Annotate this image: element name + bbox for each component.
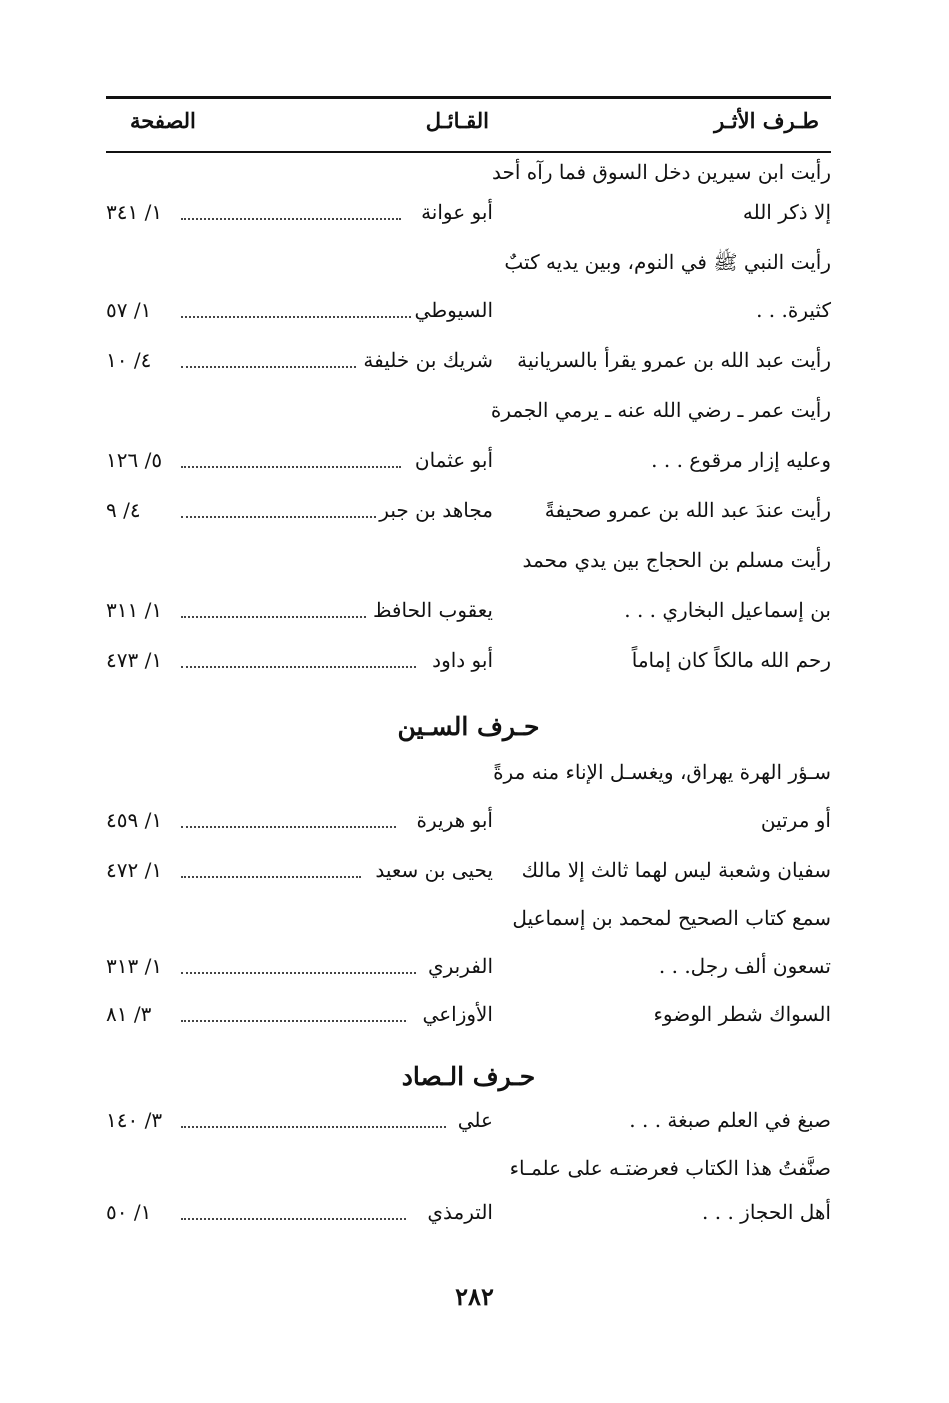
index-row [106,944,831,988]
index-row [106,638,831,682]
leader-dots [181,1124,446,1128]
row-excerpt: رأيت النبي ﷺ في النوم، وبين يديه كتبٌ [504,250,831,274]
row-page: ٥/ ١٢٦ [106,448,163,472]
row-speaker: يحيى بن سعيد [375,858,493,882]
row-page: ١/ ٣٤١ [106,200,163,224]
index-row [106,992,831,1036]
row-excerpt: إلا ذكر الله [742,200,831,224]
row-page: ١/ ٣١٣ [106,954,163,978]
index-row [106,190,831,234]
section-title-saad: حـرف الـصاد [401,1062,536,1091]
page-number: ٢٨٢ [455,1282,494,1311]
index-row [106,1146,831,1190]
row-page: ٤/ ١٠ [106,348,152,372]
leader-dots [181,216,401,220]
index-row [106,240,831,284]
row-excerpt: رأيت عندَ عبد الله بن عمرو صحيفةً [544,498,831,522]
row-excerpt: رأيت عبد الله بن عمرو يقرأ بالسريانية [517,348,831,372]
row-excerpt: سـؤر الهرة يهراق، ويغسـل الإناء منه مرةً [493,760,831,784]
row-speaker: أبو عوانة [421,200,493,224]
row-speaker: الفربري [427,954,493,978]
leader-dots [181,664,416,668]
row-page: ١/ ٤٧٣ [106,648,163,672]
row-excerpt: أو مرتين [760,808,831,832]
row-excerpt: رحم الله مالكاً كان إماماً [631,648,831,672]
header-top-rule [106,96,831,99]
row-page: ١/ ٥٧ [106,298,152,322]
index-row [106,848,831,892]
index-row [106,338,831,382]
row-excerpt: صبغ في العلم صبغة . . . [629,1108,831,1132]
row-excerpt: سفيان وشعبة ليس لهما ثالث إلا مالك [521,858,831,882]
row-excerpt: السواك شطر الوضوء [653,1002,831,1026]
row-page: ١/ ٥٠ [106,1200,152,1224]
index-row [106,750,831,794]
row-page: ١/ ٣١١ [106,598,163,622]
index-row [106,150,831,194]
leader-dots [181,824,396,828]
row-speaker: أبو داود [432,648,493,672]
row-page: ١/ ٤٧٢ [106,858,163,882]
leader-dots [181,514,376,518]
index-row [106,588,831,632]
row-excerpt: أهل الحجاز . . . [702,1200,831,1224]
row-excerpt: سمع كتاب الصحيح لمحمد بن إسماعيل [512,906,831,930]
row-excerpt: رأيت ابن سيرين دخل السوق فما رآه أحد [492,160,831,184]
column-header-page: الصفحة [130,108,196,133]
row-excerpt: كثيرة. . . [756,298,831,322]
row-speaker: الأوزاعي [422,1002,493,1026]
row-speaker: السيوطي [414,298,493,322]
leader-dots [181,314,411,318]
row-excerpt: رأيت عمر ـ رضي الله عنه ـ يرمي الجمرة [490,398,831,422]
leader-dots [181,464,401,468]
row-page: ٤/ ٩ [106,498,141,522]
row-speaker: شريك بن خليفة [363,348,493,372]
row-page: ٣/ ١٤٠ [106,1108,163,1132]
leader-dots [181,1216,406,1220]
index-row [106,538,831,582]
row-page: ٣/ ٨١ [106,1002,152,1026]
index-row [106,438,831,482]
leader-dots [181,970,416,974]
row-excerpt: تسعون ألف رجل. . . [658,954,831,978]
column-header-speaker: القـائـل [425,108,489,133]
row-speaker: يعقوب الحافظ [372,598,493,622]
row-excerpt: وعليه إزار مرقوع . . . [651,448,831,472]
column-header-excerpt: طـرف الأثـر [714,108,819,133]
index-row [106,288,831,332]
index-row [106,1098,831,1142]
row-speaker: علي [457,1108,493,1132]
leader-dots [181,874,361,878]
row-speaker: أبو هريرة [416,808,493,832]
index-row [106,798,831,842]
leader-dots [181,614,366,618]
index-row [106,488,831,532]
row-excerpt: صنَّفتُ هذا الكتاب فعرضتـه على علمـاء [509,1156,831,1180]
row-speaker: مجاهد بن جبر [379,498,493,522]
index-row [106,1190,831,1234]
row-page: ١/ ٤٥٩ [106,808,163,832]
section-title-seen: حـرف السـين [397,712,540,741]
row-excerpt: بن إسماعيل البخاري . . . [624,598,831,622]
row-speaker: أبو عثمان [414,448,493,472]
index-row [106,896,831,940]
row-excerpt: رأيت مسلم بن الحجاج بين يدي محمد [522,548,831,572]
leader-dots [181,364,356,368]
index-row [106,388,831,432]
row-speaker: الترمذي [427,1200,493,1224]
leader-dots [181,1018,406,1022]
